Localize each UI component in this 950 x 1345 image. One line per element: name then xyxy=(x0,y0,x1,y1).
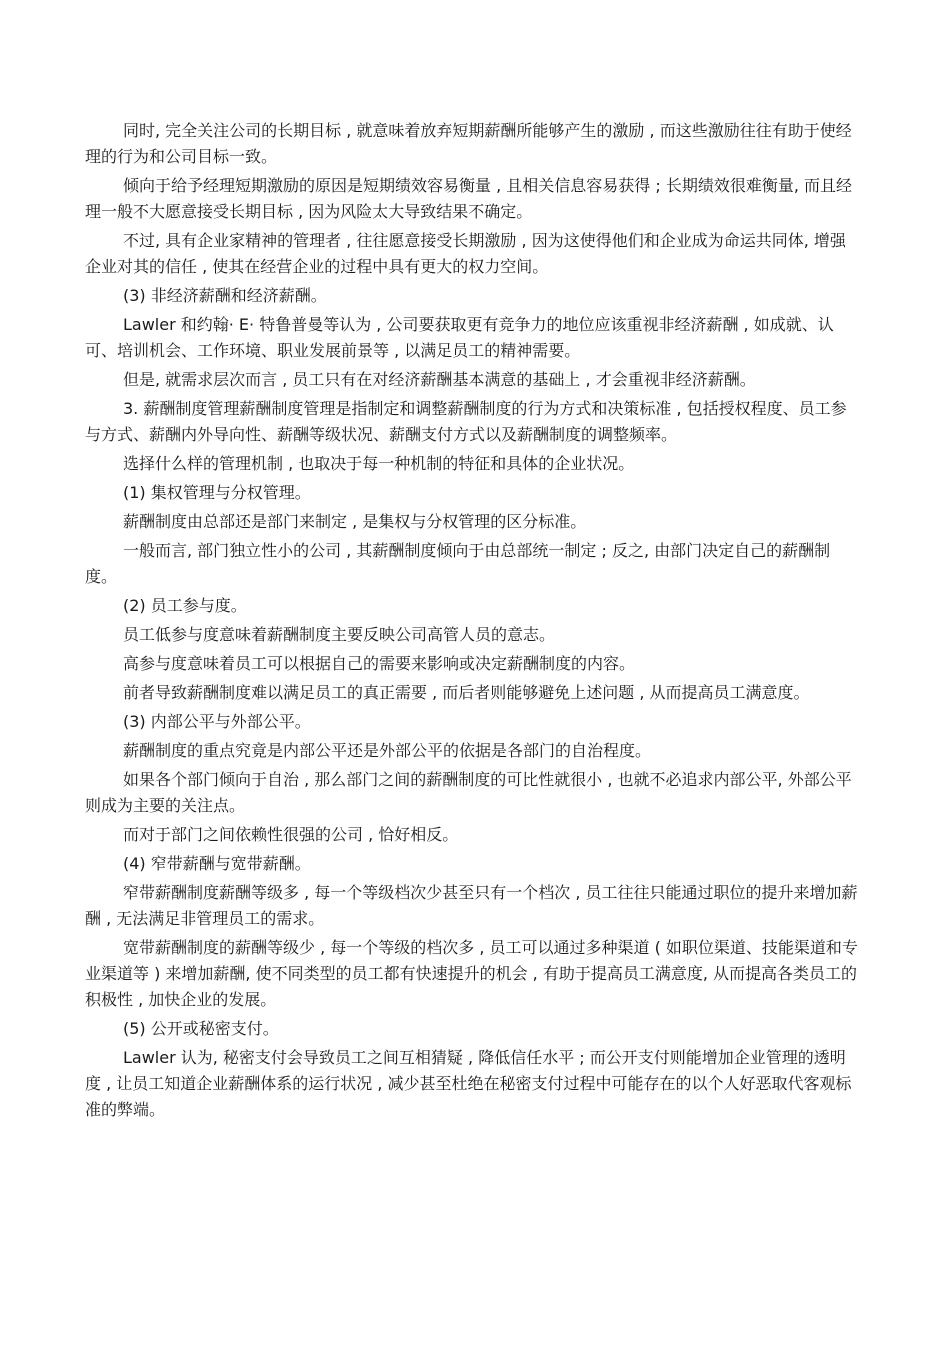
paragraph: 而对于部门之间依赖性很强的公司 , 恰好相反。 xyxy=(123,825,459,844)
document-body xyxy=(85,118,860,1126)
paragraph: 但是, 就需求层次而言 , 员工只有在对经济薪酬基本满意的基础上 , 才会重视非经济薪酬。 xyxy=(123,370,756,389)
section-heading: (3) 非经济薪酬和经济薪酬。 xyxy=(123,286,327,305)
paragraph: 高参与度意味着员工可以根据自己的需要来影响或决定薪酬制度的内容。 xyxy=(123,654,636,673)
paragraph: 员工低参与度意味着薪酬制度主要反映公司高管人员的意志。 xyxy=(123,625,556,644)
paragraph: Lawler 和约翰· E· 特鲁普曼等认为 , 公司要获取更有竞争力的地位应该重视非经济薪酬 , 如成就、认可、培训机会、工作环境、职业发展前景等 , 以满足员工的精神需要。 xyxy=(85,315,834,360)
paragraph: 窄带薪酬制度薪酬等级多 , 每一个等级档次少甚至只有一个档次 , 员工往往只能通过职位的提升来增加薪酬 , 无法满足非管理员工的需求。 xyxy=(85,883,858,928)
paragraph: 薪酬制度由总部还是部门来制定 , 是集权与分权管理的区分标准。 xyxy=(123,512,587,531)
paragraph: 宽带薪酬制度的薪酬等级少 , 每一个等级的档次多 , 员工可以通过多种渠道 ( 如职位渠道、技能渠道和专业渠道等 ) 来增加薪酬, 使不同类型的员工都有快速提升的机会 , 有助于提高员工满意度, 从而提高各类员工的积极性 , 加快企业的发展。 xyxy=(85,938,858,1009)
paragraph: Lawler 认为, 秘密支付会导致员工之间互相猜疑 , 降低信任水平 ; 而公开支付则能增加企业管理的透明度 , 让员工知道企业薪酬体系的运行状况 , 减少甚至杜绝在秘密支付过程中可能存在的以个人好恶取代客观标准的弊端。 xyxy=(85,1048,852,1119)
section-heading: (3) 内部公平与外部公平。 xyxy=(123,712,311,731)
paragraph: 前者导致薪酬制度难以满足员工的真正需要 , 而后者则能够避免上述问题 , 从而提高员工满意度。 xyxy=(123,683,810,702)
section-heading: (4) 窄带薪酬与宽带薪酬。 xyxy=(123,854,311,873)
section-heading: (2) 员工参与度。 xyxy=(123,596,247,615)
paragraph: 选择什么样的管理机制 , 也取决于每一种机制的特征和具体的企业状况。 xyxy=(123,454,635,473)
paragraph: 不过, 具有企业家精神的管理者 , 往往愿意接受长期激励 , 因为这使得他们和企业成为命运共同体, 增强企业对其的信任 , 使其在经营企业的过程中具有更大的权力空间。 xyxy=(85,231,846,276)
paragraph: 3. 薪酬制度管理薪酬制度管理是指制定和调整薪酬制度的行为方式和决策标准 , 包括授权程度、员工参与方式、薪酬内外导向性、薪酬等级状况、薪酬支付方式以及薪酬制度的调整频率。 xyxy=(85,399,847,444)
section-heading: (5) 公开或秘密支付。 xyxy=(123,1019,279,1038)
paragraph: 同时, 完全关注公司的长期目标 , 就意味着放弃短期薪酬所能够产生的激励 , 而这些激励往往有助于使经理的行为和公司目标一致。 xyxy=(85,121,852,166)
paragraph: 倾向于给予经理短期激励的原因是短期绩效容易衡量 , 且相关信息容易获得 ; 长期绩效很难衡量, 而且经理一般不大愿意接受长期目标 , 因为风险太大导致结果不确定。 xyxy=(85,176,852,221)
paragraph: 薪酬制度的重点究竟是内部公平还是外部公平的依据是各部门的自治程度。 xyxy=(123,741,652,760)
section-heading: (1) 集权管理与分权管理。 xyxy=(123,483,311,502)
paragraph: 一般而言, 部门独立性小的公司 , 其薪酬制度倾向于由总部统一制定 ; 反之, 由部门决定自己的薪酬制度。 xyxy=(85,541,831,586)
paragraph: 如果各个部门倾向于自治 , 那么部门之间的薪酬制度的可比性就很小 , 也就不必追求内部公平, 外部公平则成为主要的关注点。 xyxy=(85,770,852,815)
